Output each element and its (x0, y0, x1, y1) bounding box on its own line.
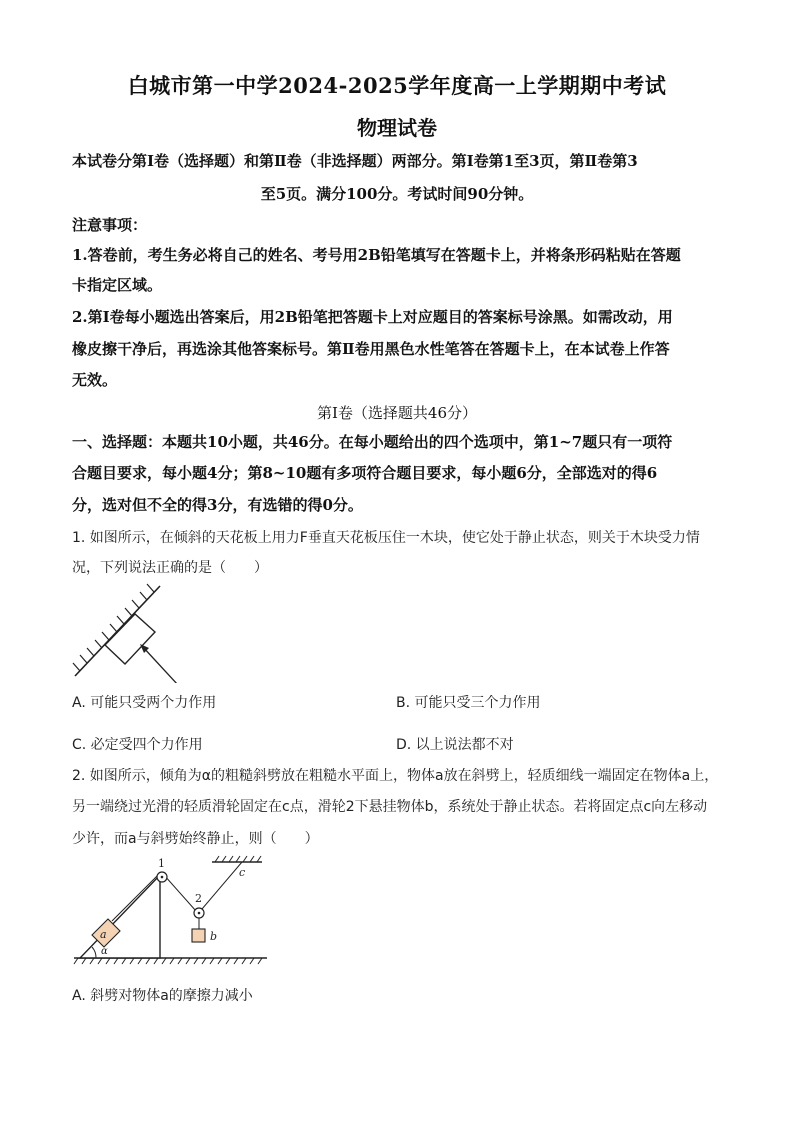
exam-subtitle: 物理试卷 (357, 116, 437, 140)
wood-block (105, 614, 155, 664)
note-1-line-1: 1.答卷前，考生务必将自己的姓名、考号用2B铅笔填写在答题卡上，并将条形码粘贴在答题 (72, 246, 681, 264)
q2-stem-line-1: 2. 如图所示，倾角为α的粗糙斜劈放在粗糙水平面上，物体a放在斜劈上，轻质细线一端固定在物体a上， (72, 768, 719, 784)
section-desc-line-1: 一、选择题：本题共10小题，共46分。在每小题给出的四个选项中，第1~7题只有一项符 (72, 433, 673, 451)
label-pulley-1: 1 (158, 857, 165, 870)
label-angle: α (101, 946, 108, 957)
q1-option-d[interactable]: D. 以上说法都不对 (396, 737, 514, 753)
q2-figure (72, 855, 272, 970)
section-title: 第Ⅰ卷（选择题共46分） (316, 404, 477, 422)
intro-line-2: 至5页。满分100分。考试时间90分钟。 (260, 185, 534, 203)
pulley-2-axle (198, 912, 201, 915)
section-desc-line-3: 分，选对但不全的得3分，有选错的得0分。 (72, 496, 363, 514)
note-2-line-1: 2.第Ⅰ卷每小题选出答案后，用2B铅笔把答题卡上对应题目的答案标号涂黑。如需改动，用 (72, 308, 673, 326)
label-block-b: b (210, 930, 218, 943)
exam-title: 白城市第一中学2024-2025学年度高一上学期期中考试 (127, 73, 667, 98)
note-1-line-2: 卡指定区域。 (72, 276, 163, 294)
pulley-1-axle (161, 876, 164, 879)
string-pulley2-to-c (202, 862, 242, 909)
force-arrow-F (142, 646, 178, 683)
section-desc-line-2: 合题目要求，每小题4分；第8~10题有多项符合题目要求，每小题6分，全部选对的得6 (72, 464, 658, 482)
note-2-line-3: 无效。 (72, 371, 118, 389)
q2-stem-line-2: 另一端绕过光滑的轻质滑轮固定在c点，滑轮2下悬挂物体b，系统处于静止状态。若将固定点c向左移动 (72, 799, 708, 815)
q2-stem-line-3: 少许，而a与斜劈始终静止，则（ ） (72, 831, 319, 847)
notes-heading: 注意事项： (72, 216, 148, 234)
q1-figure (72, 583, 212, 683)
label-point-c: c (239, 866, 246, 879)
ground (74, 958, 267, 964)
q1-option-b[interactable]: B. 可能只受三个力作用 (396, 695, 541, 711)
q1-stem-line-2: 况，下列说法正确的是（ ） (72, 560, 268, 576)
string-pulley1-to-pulley2 (164, 875, 196, 911)
intro-line-1: 本试卷分第Ⅰ卷（选择题）和第Ⅱ卷（非选择题）两部分。第Ⅰ卷第1至3页，第Ⅱ卷第3 (72, 152, 638, 170)
note-2-line-2: 橡皮擦干净后，再选涂其他答案标号。第Ⅱ卷用黑色水性笔答在答题卡上，在本试卷上作答 (72, 340, 670, 358)
label-pulley-2: 2 (195, 892, 202, 905)
q2-option-a[interactable]: A. 斜劈对物体a的摩擦力减小 (72, 988, 253, 1004)
q1-option-a[interactable]: A. 可能只受两个力作用 (72, 695, 217, 711)
ceiling-c (212, 856, 262, 862)
wedge (80, 875, 160, 958)
q1-option-c[interactable]: C. 必定受四个力作用 (72, 737, 203, 753)
q1-stem-line-1: 1. 如图所示，在倾斜的天花板上用力F垂直天花板压住一木块，使它处于静止状态，则关于木块受力情 (72, 530, 700, 546)
label-block-a: a (100, 928, 107, 941)
block-b (192, 929, 205, 942)
